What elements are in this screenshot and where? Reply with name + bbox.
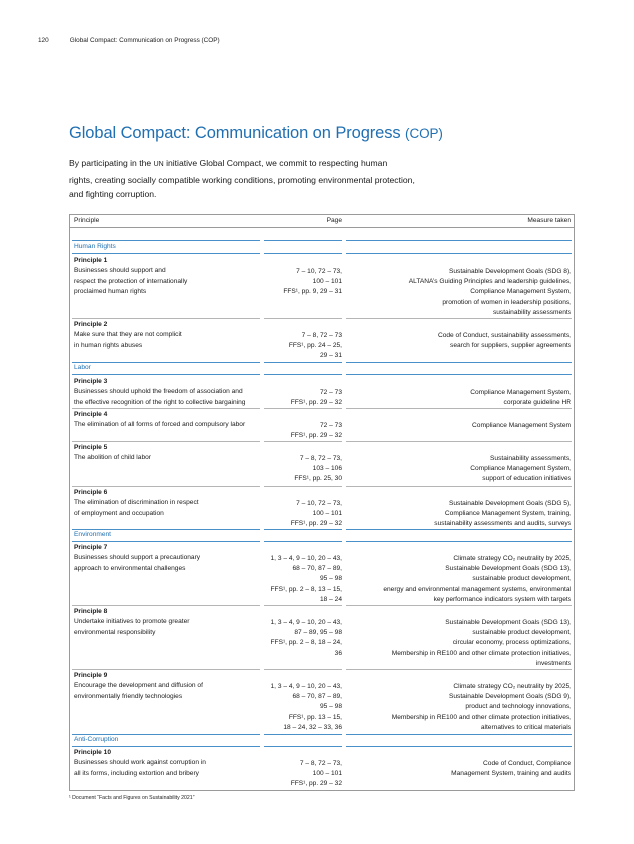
principle-cell (74, 671, 203, 702)
intro-line-3: and fighting corruption. (69, 189, 157, 200)
column-header-measure: Measure taken (527, 217, 571, 224)
row-rule (346, 669, 572, 670)
principle-cell (74, 377, 245, 408)
measure-cell: Sustainable Development Goals (SDG 5), Compliance Management System, training, sustainability assessments and audits, surveys (434, 499, 571, 528)
section-rule-top (346, 529, 572, 530)
section-rule-bottom (72, 541, 260, 542)
principle-cell (74, 748, 206, 779)
section-rule-bottom (264, 253, 342, 254)
principle-cell (74, 443, 151, 464)
section-rule-top (264, 734, 342, 735)
principle-title: Principle 4 (74, 411, 108, 418)
section-rule-top (346, 240, 572, 241)
principle-title: Principle 9 (74, 672, 108, 679)
row-rule (264, 605, 342, 606)
row-rule (264, 408, 342, 409)
principle-text: The abolition of child labor (74, 454, 151, 462)
section-rule-top (346, 362, 572, 363)
page-title-abbr: (COP) (405, 126, 443, 141)
principle-cell (74, 607, 189, 638)
principle-cell (74, 410, 245, 431)
measure-cell: Sustainability assessments, Compliance Management System, support of education initiatives (470, 454, 571, 483)
section-label-human-rights: Human Rights (74, 243, 116, 250)
measure-cell: Sustainable Development Goals (SDG 8), ALTANA’s Guiding Principles and leadership guidelines, Compliance Management System, promotion of women in leadership positions, sustainability assessments (408, 267, 571, 317)
row-rule (346, 605, 572, 606)
principle-text: The elimination of all forms of forced and compulsory labor (74, 421, 246, 429)
principle-title: Principle 7 (74, 544, 108, 551)
row-rule (264, 486, 342, 487)
row-rule (346, 408, 572, 409)
running-header (38, 37, 220, 44)
principle-title: Principle 2 (74, 321, 108, 328)
header-rule (69, 227, 575, 228)
principle-text: The elimination of discrimination in respect of employment and occupation (74, 499, 199, 517)
measure-cell: Code of Conduct, Compliance Management System, training and audits (451, 759, 571, 777)
page-cell: 7 – 8, 72 – 73, 103 – 106 FFS¹, pp. 25, 30 (294, 454, 342, 483)
page-cell: 1, 3 – 4, 9 – 10, 20 – 43, 68 – 70, 87 – 89, 95 – 98 FFS¹, pp. 2 – 8, 13 – 15, 18 – 24 (270, 554, 342, 604)
section-rule-top (72, 529, 260, 530)
intro-text-b: initiative Global Compact, we commit to respecting human (163, 158, 388, 168)
section-label-environment: Environment (74, 531, 112, 538)
intro-text-a: By participating in the (69, 158, 154, 168)
section-rule-top (264, 362, 342, 363)
measure-cell: Code of Conduct, sustainability assessments, search for suppliers, supplier agreements (437, 331, 571, 349)
principle-text: Businesses should work against corruption in all its forms, including extortion and bribery (74, 759, 206, 777)
principle-cell (74, 543, 200, 574)
section-rule-bottom (346, 746, 572, 747)
principle-text: Encourage the development and diffusion of environmentally friendly technologies (74, 682, 203, 700)
principle-text: Businesses should support a precautionary approach to environmental challenges (74, 554, 201, 572)
page-cell: 7 – 10, 72 – 73, 100 – 101 FFS¹, pp. 9, 29 – 31 (283, 267, 342, 296)
column-header-principle: Principle (74, 217, 100, 224)
row-rule (72, 605, 260, 606)
row-rule (346, 486, 572, 487)
section-rule-bottom (72, 746, 260, 747)
page-cell: 1, 3 – 4, 9 – 10, 20 – 43, 68 – 70, 87 – 89, 95 – 98 FFS¹, pp. 13 – 15, 18 – 24, 32 – 33, 36 (270, 682, 342, 732)
row-rule (72, 669, 260, 670)
intro-paragraph (69, 156, 469, 202)
page-cell: 72 – 73 FFS¹, pp. 29 – 32 (290, 421, 342, 439)
page-cell: 1, 3 – 4, 9 – 10, 20 – 43, 87 – 89, 95 – 98 FFS¹, pp. 2 – 8, 18 – 24, 36 (270, 618, 342, 657)
column-header-page: Page (326, 217, 342, 224)
section-rule-bottom (72, 253, 260, 254)
section-rule-bottom (72, 374, 260, 375)
principle-text: Undertake initiatives to promote greater environmental responsibility (74, 618, 190, 636)
section-rule-top (72, 734, 260, 735)
section-rule-bottom (264, 746, 342, 747)
section-rule-bottom (346, 374, 572, 375)
section-rule-top (264, 240, 342, 241)
page-cell: 72 – 73 FFS¹, pp. 29 – 32 (290, 388, 342, 406)
row-rule (346, 441, 572, 442)
row-rule (72, 318, 260, 319)
section-label-labor: Labor (74, 364, 91, 371)
principle-cell (74, 320, 182, 351)
page-cell: 7 – 8, 72 – 73, 100 – 101 FFS¹, pp. 29 – 32 (290, 759, 342, 788)
page-title-main: Global Compact: Communication on Progress (69, 124, 406, 142)
principle-title: Principle 1 (74, 257, 108, 264)
page-title (69, 124, 443, 143)
row-rule (72, 441, 260, 442)
section-rule-bottom (264, 541, 342, 542)
principle-cell (74, 256, 187, 298)
row-rule (72, 486, 260, 487)
measure-cell: Compliance Management System, corporate guideline HR (470, 388, 571, 406)
principle-text: Make sure that they are not complicit in human rights abuses (74, 331, 182, 349)
measure-cell: Climate strategy CO₂ neutrality by 2025, Sustainable Development Goals (SDG 13), sustainable product development, energy and environmental management systems, environmental key performance indicators system with targets (383, 554, 571, 604)
principle-title: Principle 5 (74, 444, 108, 451)
page-number: 120 (38, 37, 49, 44)
principle-text: Businesses should uphold the freedom of association and the effective recognition of the right to collective bargaining (74, 388, 246, 406)
intro-un: UN (153, 161, 164, 168)
row-rule (264, 669, 342, 670)
intro-line-2: rights, creating socially compatible working conditions, promoting environmental protection, (69, 174, 415, 185)
footnote: ¹ Document “Facts and Figures on Sustainability 2021” (69, 795, 195, 801)
row-rule (264, 441, 342, 442)
measure-cell: Climate strategy CO₂ neutrality by 2025, Sustainable Development Goals (SDG 9), product and technology innovations, Membership in RE100 and other climate protection initiatives, alternatives to critical materials (391, 682, 571, 732)
row-rule (264, 318, 342, 319)
principle-title: Principle 3 (74, 378, 108, 385)
principle-title: Principle 10 (74, 749, 112, 756)
section-rule-bottom (346, 541, 572, 542)
page-cell: 7 – 10, 72 – 73, 100 – 101 FFS¹, pp. 29 – 32 (290, 499, 342, 528)
section-rule-top (72, 362, 260, 363)
running-title: Global Compact: Communication on Progress (COP) (69, 37, 220, 44)
section-rule-bottom (346, 253, 572, 254)
section-rule-top (346, 734, 572, 735)
section-rule-top (264, 529, 342, 530)
principle-title: Principle 6 (74, 489, 108, 496)
row-rule (346, 318, 572, 319)
principle-title: Principle 8 (74, 608, 108, 615)
row-rule (72, 408, 260, 409)
page-cell: 7 – 8, 72 – 73 FFS¹, pp. 24 – 25, 29 – 31 (288, 331, 342, 360)
section-label-anti-corruption: Anti-Corruption (74, 736, 119, 743)
principle-cell (74, 488, 199, 519)
section-rule-top (72, 240, 260, 241)
principle-text: Businesses should support and respect the protection of internationally proclaimed human rights (74, 267, 188, 296)
measure-cell: Compliance Management System (472, 421, 571, 429)
measure-cell: Sustainable Development Goals (SDG 13), sustainable product development, circular economy, process optimizations, Membership in RE100 and other climate protection initiatives, investments (391, 618, 571, 668)
section-rule-bottom (264, 374, 342, 375)
